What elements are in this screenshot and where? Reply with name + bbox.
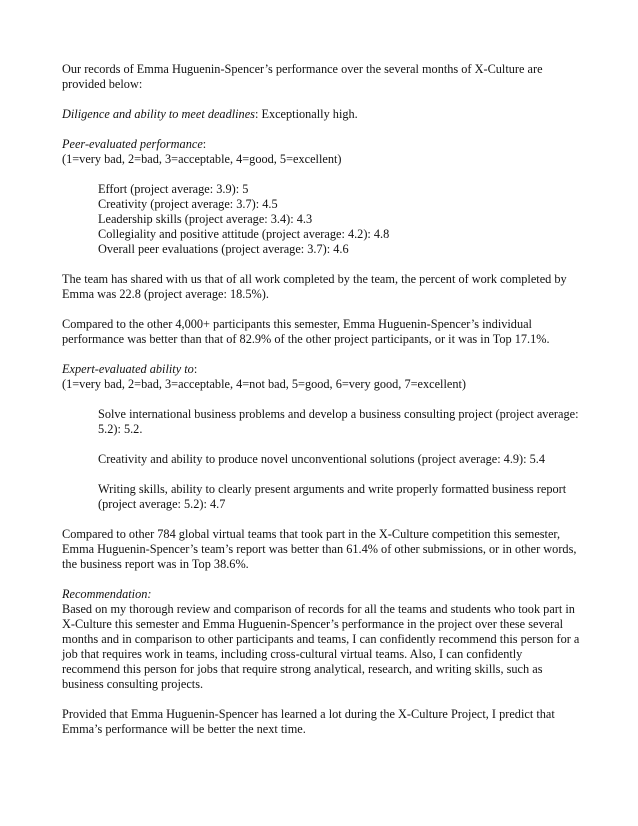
peer-heading [62, 137, 582, 152]
expert-item-writing: Writing skills, ability to clearly present arguments and write properly formatted business report (project average: 5.2): 4.7 [98, 482, 567, 511]
team-comparison-paragraph: Compared to other 784 global virtual teams that took part in the X-Culture competition this semester, Emma Huguenin-Spencer’s team’s report was better than 61.4% of other submissions, or in other words, the business report was in Top 38.6%. [62, 527, 577, 571]
expert-label: Expert-evaluated ability to [62, 362, 194, 376]
peer-section [62, 137, 582, 257]
peer-item-creativity: Creativity (project average: 3.7): 4.5 [98, 197, 278, 211]
peer-label: Peer-evaluated performance [62, 137, 203, 151]
recommendation-label: Recommendation: [62, 587, 152, 601]
peer-item-leadership: Leadership skills (project average: 3.4): 4.3 [98, 212, 313, 226]
recommendation-text: Based on my thorough review and comparison of records for all the teams and students who took part in X-Culture this semester and Emma Huguenin-Spencer’s performance in the project over these several months and in comparison to other participants and teams, I can confidently recommend this person for a job that requires work in teams, including cross-cultural virtual teams. Also, I can confidently recommend this person for jobs that require strong analytical, research, and writing skills, such as business consulting projects. [62, 602, 580, 691]
peer-item-collegiality: Collegiality and positive attitude (project average: 4.2): 4.8 [98, 227, 390, 241]
peer-items-list [98, 182, 582, 257]
individual-comparison-paragraph: Compared to the other 4,000+ participants this semester, Emma Huguenin-Spencer’s individual performance was better than that of 82.9% of the other project participants, or it was in Top 17.1%. [62, 317, 550, 346]
closing-paragraph: Provided that Emma Huguenin-Spencer has learned a lot during the X-Culture Project, I predict that Emma’s performance will be better the next time. [62, 707, 555, 736]
expert-item-creativity: Creativity and ability to produce novel unconventional solutions (project average: 4.9): 5.4 [98, 452, 546, 466]
expert-colon: : [193, 362, 198, 376]
peer-scale: (1=very bad, 2=bad, 3=acceptable, 4=good, 5=excellent) [62, 152, 342, 166]
peer-item-effort: Effort (project average: 3.9): 5 [98, 182, 249, 196]
expert-section [62, 362, 582, 512]
recommendation-section [62, 587, 582, 692]
peer-colon: : [202, 137, 207, 151]
diligence-label: Diligence and ability to meet deadlines [62, 107, 255, 121]
expert-item-problem-solving: Solve international business problems and develop a business consulting project (project average: 5.2): 5.2. [98, 407, 579, 436]
expert-scale: (1=very bad, 2=bad, 3=acceptable, 4=not bad, 5=good, 6=very good, 7=excellent) [62, 377, 467, 391]
peer-item-overall: Overall peer evaluations (project average: 3.7): 4.6 [98, 242, 349, 256]
diligence-paragraph [62, 107, 582, 122]
diligence-value: : Exceptionally high. [254, 107, 358, 121]
expert-heading [62, 362, 582, 377]
team-share-paragraph: The team has shared with us that of all work completed by the team, the percent of work completed by Emma was 22.8 (project average: 18.5%). [62, 272, 567, 301]
document-page [62, 62, 582, 752]
intro-paragraph: Our records of Emma Huguenin-Spencer’s performance over the several months of X-Culture are provided below: [62, 62, 543, 91]
